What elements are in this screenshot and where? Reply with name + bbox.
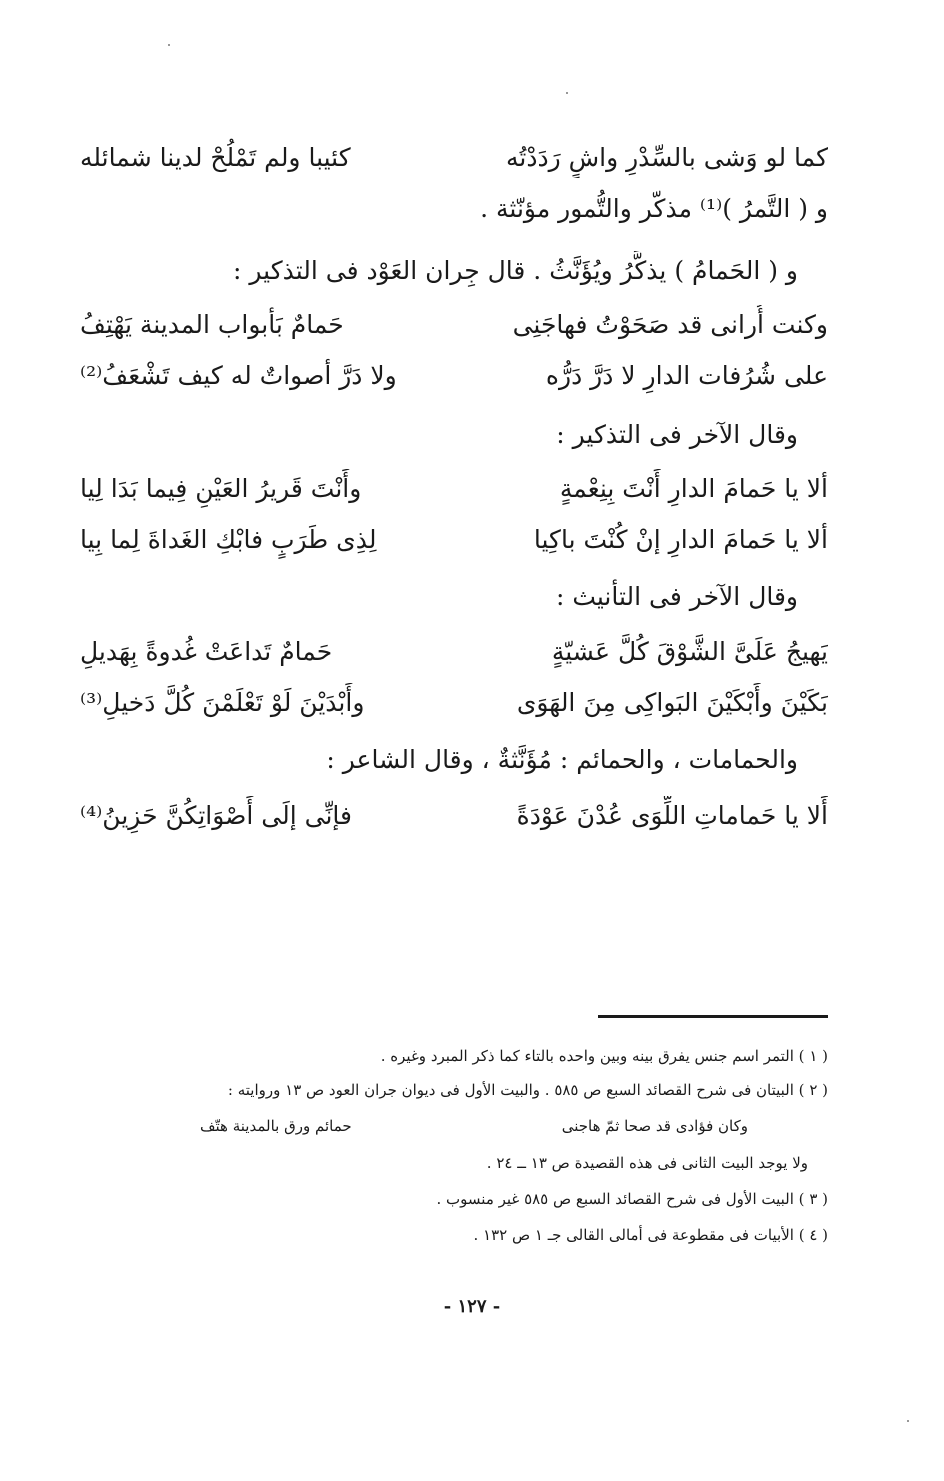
verse-line-5 — [80, 356, 828, 396]
verse-line-8 — [80, 520, 828, 560]
verse-line-10 — [80, 632, 828, 672]
hemistich-right: على شُرُفات الدارِ لا دَرَّ دَرُّه — [545, 361, 828, 390]
text-line-6: وقال الآخر فى التذكير : — [556, 420, 798, 449]
verse-line-11 — [80, 683, 828, 723]
hemistich-right: ألا يا حَمامَ الدارِ أَنْتَ بِنِعْمةٍ — [559, 474, 828, 503]
hemistich-right: كما لو وَشى بالسِّدْرِ واشٍ رَدَدْتُه — [505, 143, 828, 172]
verse-line-1 — [80, 138, 828, 178]
hemistich-right: بَكَيْنَ وأَبْكَيْنَ البَواكِى مِنَ الهَوَى — [516, 688, 828, 717]
verse-line-4 — [80, 305, 828, 345]
text-line-12: والحمامات ، والحمائم : مُؤَنَّثةٌ ، وقال الشاعر : — [326, 745, 798, 774]
footnote-2-end: ولا يوجد البيت الثانى فى هذه القصيدة ص ١٣ ــ ٢٤ . — [486, 1154, 808, 1172]
footnote-2-verse — [200, 1113, 748, 1139]
hemistich-left: ولا دَرَّ أصواتٌ له كيف تَشْعَفُ⁽²⁾ — [80, 361, 397, 390]
scan-speck — [168, 44, 170, 46]
footnote-3: ( ٣ ) البيت الأول فى شرح القصائد السبع ص ٥٨٥ غير منسوب . — [436, 1190, 828, 1208]
hemistich-left: حَمامٌ تَداعَتْ غُدوةً بِهَديلِ — [80, 637, 333, 666]
hemistich-right: ألا يا حَمامَ الدارِ إنْ كُنْتَ باكِيا — [533, 525, 828, 554]
text-line-9: وقال الآخر فى التأنيث : — [555, 582, 798, 611]
footnote-4: ( ٤ ) الأبيات فى مقطوعة فى أمالى القالى جـ ١ ص ١٣٢ . — [473, 1226, 828, 1244]
hemistich-right: يَهيجُ عَلَىَّ الشَّوْقَ كُلَّ عَشيّةٍ — [551, 637, 828, 666]
hemistich-left: لِذِى طَرَبٍ فابْكِ الغَداةَ لِما بِيا — [80, 525, 377, 554]
footnote-separator — [598, 1015, 828, 1018]
footnote-2: ( ٢ ) البيتان فى شرح القصائد السبع ص ٥٨٥ . والبيت الأول فى ديوان جران العود ص ١٣ وروايته : — [227, 1081, 828, 1099]
footnote-hemistich-right: وكان فؤادى قد صحا ثمّ هاجنى — [561, 1117, 748, 1135]
hemistich-left: وأَنْتَ قَريرُ العَيْنِ فِيما بَدَا لِيا — [80, 474, 362, 503]
text-line-3: و ( الحَمامُ ) يذكَّرُ ويُؤَنَّثُ . قال جِران العَوْد فى التذكير : — [232, 256, 798, 285]
hemistich-left: وأَبْدَيْنَ لَوْ تَعْلَمْنَ كُلَّ دَخيلِ⁽³⁾ — [80, 688, 365, 717]
hemistich-right: أَلا يا حَماماتِ اللِّوَى عُدْنَ عَوْدَةً — [516, 801, 828, 830]
verse-line-13 — [80, 796, 828, 836]
hemistich-left: فإنِّى إلَى أَصْوَاتِكُنَّ حَزِينُ⁽⁴⁾ — [80, 801, 352, 830]
page-number: - ١٢٧ - — [443, 1296, 501, 1317]
scan-speck — [566, 92, 568, 94]
hemistich-left: كئيبا ولم تَمْلُحْ لدينا شمائله — [80, 143, 351, 172]
text-line-2: و ( التَّمرُ )⁽¹⁾ مذكّر والتُّمور مؤنّثة . — [480, 194, 828, 223]
scan-speck — [907, 1420, 909, 1422]
footnote-hemistich-left: حمائم ورق بالمدينة هتّف — [200, 1117, 352, 1135]
hemistich-left: حَمامٌ بَأبواب المدينة يَهْتِفُ — [80, 310, 344, 339]
footnote-1: ( ١ ) التمر اسم جنس يفرق بينه وبين واحده بالتاء كما ذكر المبرد وغيره . — [380, 1047, 828, 1065]
hemistich-right: وكنت أُرانى قد صَحَوْتُ فهاجَنِى — [512, 310, 828, 339]
verse-line-7 — [80, 469, 828, 509]
